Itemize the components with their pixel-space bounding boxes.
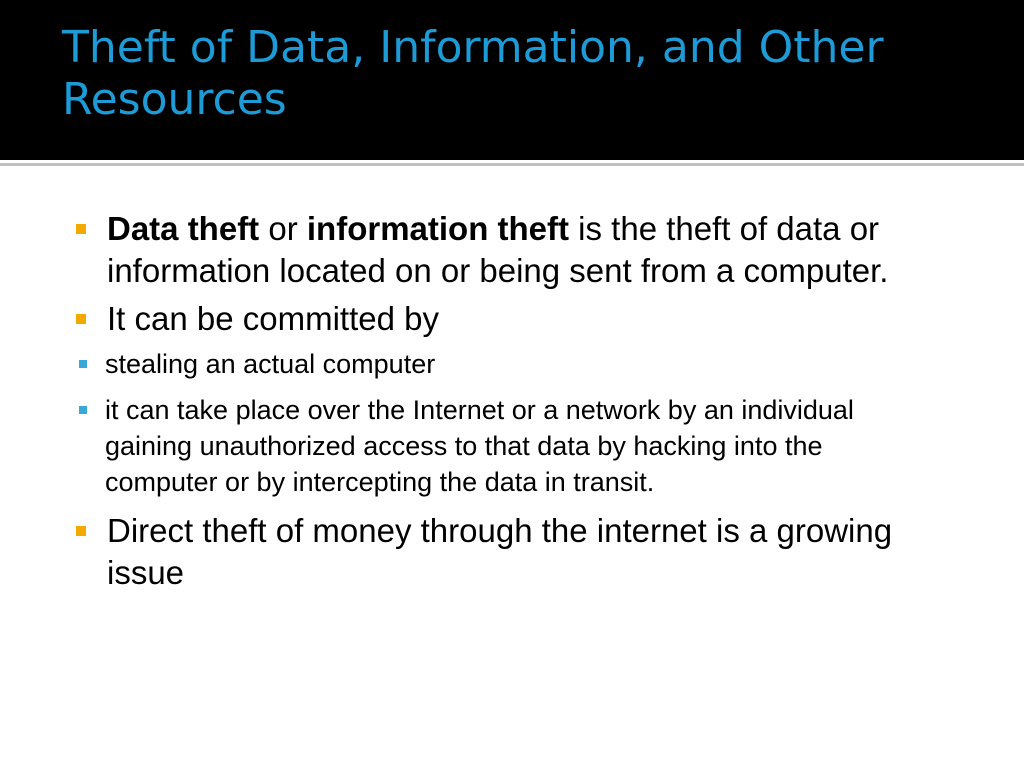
bullet-item-committed-by [72,298,972,340]
title-divider [0,163,1024,166]
sub-bullet-group [72,346,972,500]
square-bullet-icon [79,360,87,368]
square-bullet-icon [76,314,86,324]
bullet-list [72,208,972,600]
sub-bullet-text: it can take place over the Internet or a network by an individual gaining unauthorized access to that data by hacking into the computer or by intercepting the data in transit. [105,395,854,497]
term-data-theft: Data theft [107,210,260,247]
slide-title: Theft of Data, Information, and Other Resources [62,22,884,125]
square-bullet-icon [79,406,87,414]
title-bar [0,0,1024,160]
sub-bullet-text: stealing an actual computer [105,349,436,379]
bullet-text: Direct theft of money through the internet is a growing issue [107,512,893,591]
sub-bullet-item [72,392,972,500]
square-bullet-icon [76,526,86,536]
term-information-theft: information theft [306,210,570,247]
bullet-item-data-theft [72,208,972,292]
definition-text: is the theft of data or information located on or being sent from a computer. [107,210,889,289]
bullet-text [107,208,937,292]
sub-bullet-item [72,346,972,382]
square-bullet-icon [76,224,86,234]
bullet-item-money-theft [72,510,972,594]
connector-text: or [259,210,307,247]
sub-bullet-list [72,346,972,500]
bullet-text: It can be committed by [107,300,439,337]
